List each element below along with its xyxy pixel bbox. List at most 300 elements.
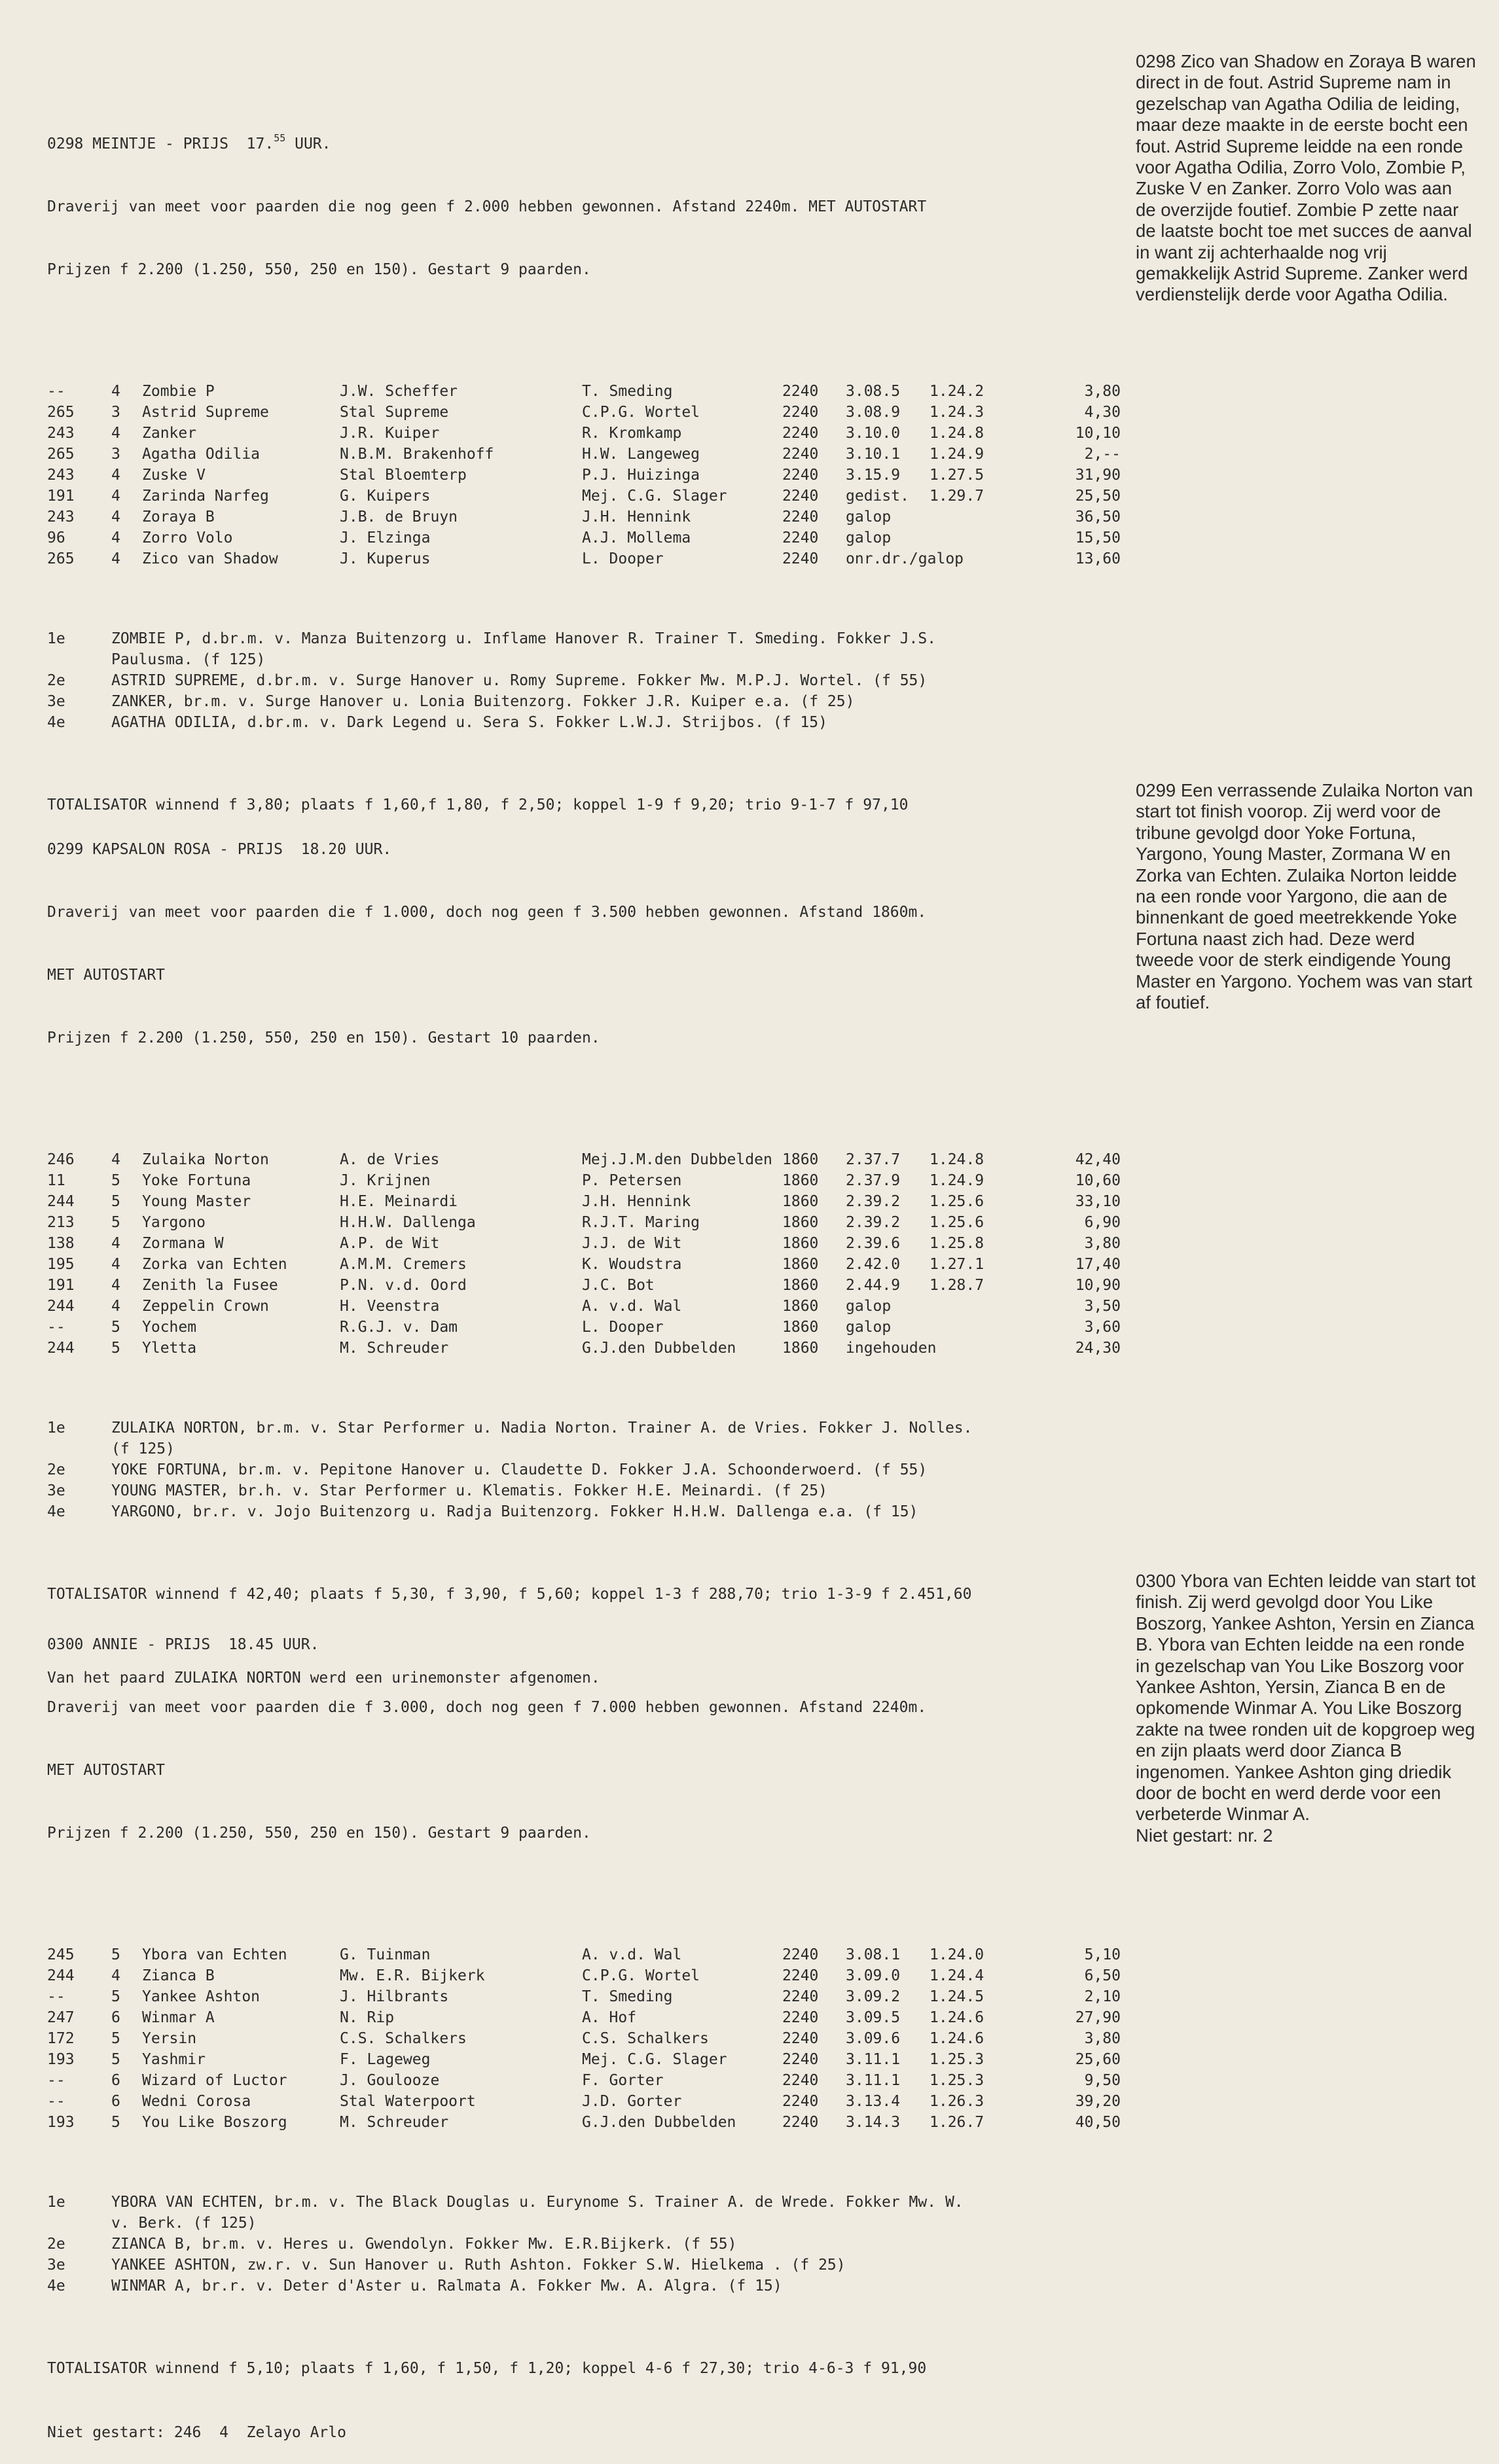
result-entry: [47, 691, 1121, 712]
race-0300: [47, 1550, 1121, 2464]
distance: 1860: [782, 1172, 819, 1189]
owner-name: J. Krijnen: [340, 1172, 431, 1189]
starter-age: 3: [111, 404, 120, 421]
horse-name: Yankee Ashton: [142, 1988, 261, 2005]
km-time: 1.24.0: [930, 1946, 984, 1963]
owner-name: H. Veenstra: [340, 1298, 440, 1315]
table-row: [47, 1317, 1121, 1338]
starter-number: 265: [47, 446, 75, 463]
km-time: 1.24.6: [930, 2009, 984, 2026]
odds: 27,90: [1075, 2009, 1121, 2026]
rider-name: A. v.d. Wal: [582, 1298, 682, 1315]
rider-name: J.J. de Wit: [582, 1235, 682, 1252]
odds: 10,10: [1075, 425, 1121, 442]
owner-name: Mw. E.R. Bijkerk: [340, 1967, 485, 1984]
rider-name: H.W. Langeweg: [582, 446, 700, 463]
table-row: [47, 465, 1121, 486]
result-entry: [47, 2234, 1121, 2255]
starter-number: 246: [47, 1151, 75, 1168]
distance: 2240: [782, 2051, 819, 2068]
odds: 2,--: [1084, 446, 1121, 463]
result-entry: [47, 2276, 1121, 2296]
starter-age: 5: [111, 1319, 120, 1336]
finish-time: ingehouden: [846, 1340, 937, 1357]
table-row: [47, 1986, 1121, 2007]
distance: 2240: [782, 383, 819, 400]
owner-name: J.W. Scheffer: [340, 383, 458, 400]
totalisator: TOTALISATOR winnend f 3,80; plaats f 1,60,f 1,80, f 2,50; koppel 1-9 f 9,20; trio 9-1-7 f 97,10: [47, 796, 909, 813]
odds: 3,80: [1084, 1235, 1121, 1252]
race-header: [47, 797, 1121, 1090]
finish-time: 3.09.0: [846, 1967, 901, 1984]
race-title: 0298 MEINTJE - PRIJS 17.55 UUR.: [47, 132, 331, 152]
table-row: [47, 2007, 1121, 2028]
starter-number: 11: [47, 1172, 65, 1189]
result-entry: [47, 2192, 1121, 2234]
starter-number: --: [47, 1319, 65, 1336]
rider-name: G.J.den Dubbelden: [582, 2114, 736, 2131]
race-conditions: Draverij van meet voor paarden die f 3.000, doch nog geen f 7.000 hebben gewonnen. Afstand 2240m.: [47, 1699, 927, 1716]
result-description: ZULAIKA NORTON, br.m. v. Star Performer u. Nadia Norton. Trainer A. de Vries. Fokker J. Nolles. (f 125): [111, 1419, 973, 1457]
race-header: [47, 92, 1121, 322]
starter-age: 5: [111, 1193, 120, 1210]
rider-name: A. Hof: [582, 2009, 637, 2026]
result-entry: [47, 1501, 1121, 1522]
finish-time: 3.08.9: [846, 404, 901, 421]
results-list: [47, 2192, 1121, 2296]
rider-name: P.J. Huizinga: [582, 467, 700, 484]
distance: 2240: [782, 2030, 819, 2047]
result-entry: [47, 1480, 1121, 1501]
horse-name: Wizard of Luctor: [142, 2072, 287, 2089]
distance: 1860: [782, 1277, 819, 1294]
result-position: 3e: [47, 2257, 65, 2274]
starter-age: 4: [111, 529, 120, 546]
table-row: [47, 486, 1121, 507]
table-row: [47, 1170, 1121, 1191]
starter-age: 4: [111, 1277, 120, 1294]
distance: 2240: [782, 488, 819, 505]
horse-name: Zenith la Fusee: [142, 1277, 278, 1294]
finish-time: galop: [846, 1319, 892, 1336]
distance: 1860: [782, 1235, 819, 1252]
distance: 2240: [782, 446, 819, 463]
starter-age: 6: [111, 2009, 120, 2026]
horse-name: Zorro Volo: [142, 529, 233, 546]
race-title: 0300 ANNIE - PRIJS 18.45 UUR.: [47, 1636, 319, 1653]
result-position: 1e: [47, 1419, 65, 1437]
rider-name: C.S. Schalkers: [582, 2030, 709, 2047]
km-time: 1.28.7: [930, 1277, 984, 1294]
starter-age: 5: [111, 2051, 120, 2068]
starter-age: 4: [111, 550, 120, 567]
table-row: [47, 2028, 1121, 2049]
starter-age: 5: [111, 1988, 120, 2005]
table-row: [47, 1275, 1121, 1296]
km-time: 1.24.8: [930, 425, 984, 442]
odds: 13,60: [1075, 550, 1121, 567]
finish-time: galop: [846, 529, 892, 546]
starter-age: 5: [111, 2030, 120, 2047]
finish-time: 3.11.1: [846, 2072, 901, 2089]
starter-number: 265: [47, 404, 75, 421]
starters-table: [47, 1149, 1121, 1359]
km-time: 1.25.6: [930, 1193, 984, 1210]
finish-time: gedist.: [846, 488, 909, 505]
race-conditions: Draverij van meet voor paarden die nog geen f 2.000 hebben gewonnen. Afstand 2240m. MET AUTOSTART: [47, 198, 927, 215]
race-conditions: Draverij van meet voor paarden die f 1.000, doch nog geen f 3.500 hebben gewonnen. Afstand 1860m.: [47, 904, 927, 921]
rider-name: A. v.d. Wal: [582, 1946, 682, 1963]
result-description: ZIANCA B, br.m. v. Heres u. Gwendolyn. Fokker Mw. E.R.Bijkerk. (f 55): [111, 2236, 737, 2253]
owner-name: J. Hilbrants: [340, 1988, 449, 2005]
result-description: ZOMBIE P, d.br.m. v. Manza Buitenzorg u. Inflame Hanover R. Trainer T. Smeding. Fokker J.S. Paulusma. (f 125): [111, 630, 937, 668]
owner-name: R.G.J. v. Dam: [340, 1319, 458, 1336]
starter-number: 191: [47, 1277, 75, 1294]
horse-name: Zeppelin Crown: [142, 1298, 269, 1315]
starter-number: --: [47, 2093, 65, 2110]
finish-time: 3.11.1: [846, 2051, 901, 2068]
starter-age: 4: [111, 467, 120, 484]
owner-name: Stal Supreme: [340, 404, 449, 421]
owner-name: J.B. de Bruyn: [340, 509, 458, 526]
horse-name: Winmar A: [142, 2009, 215, 2026]
result-description: WINMAR A, br.r. v. Deter d'Aster u. Ralmata A. Fokker Mw. A. Algra. (f 15): [111, 2277, 782, 2294]
odds: 5,10: [1084, 1946, 1121, 1963]
table-row: [47, 1191, 1121, 1212]
table-row: [47, 1338, 1121, 1359]
km-time: 1.24.6: [930, 2030, 984, 2047]
rider-name: Mej. C.G. Slager: [582, 488, 727, 505]
starter-age: 3: [111, 446, 120, 463]
km-time: 1.24.8: [930, 1151, 984, 1168]
distance: 1860: [782, 1340, 819, 1357]
finish-time: 3.09.6: [846, 2030, 901, 2047]
finish-time: 2.44.9: [846, 1277, 901, 1294]
distance: 2240: [782, 550, 819, 567]
rider-name: R. Kromkamp: [582, 425, 682, 442]
odds: 42,40: [1075, 1151, 1121, 1168]
odds: 4,30: [1084, 404, 1121, 421]
km-time: 1.24.3: [930, 404, 984, 421]
table-row: [47, 2070, 1121, 2091]
result-position: 3e: [47, 693, 65, 710]
horse-name: Zombie P: [142, 383, 215, 400]
race-prizes: Prijzen f 2.200 (1.250, 550, 250 en 150). Gestart 10 paarden.: [47, 1029, 600, 1046]
horse-name: Wedni Corosa: [142, 2093, 251, 2110]
rider-name: C.P.G. Wortel: [582, 1967, 700, 1984]
owner-name: M. Schreuder: [340, 1340, 449, 1357]
finish-time: 2.39.2: [846, 1193, 901, 1210]
starter-number: 247: [47, 2009, 75, 2026]
table-row: [47, 2112, 1121, 2133]
result-position: 4e: [47, 2277, 65, 2294]
result-position: 4e: [47, 714, 65, 731]
starter-age: 4: [111, 425, 120, 442]
owner-name: N. Rip: [340, 2009, 395, 2026]
km-time: 1.24.2: [930, 383, 984, 400]
starter-age: 6: [111, 2072, 120, 2089]
starter-number: 243: [47, 509, 75, 526]
odds: 9,50: [1084, 2072, 1121, 2089]
finish-time: 2.37.7: [846, 1151, 901, 1168]
distance: 1860: [782, 1214, 819, 1231]
km-time: 1.25.3: [930, 2051, 984, 2068]
starter-age: 5: [111, 1214, 120, 1231]
distance: 1860: [782, 1256, 819, 1273]
starter-number: 193: [47, 2114, 75, 2131]
odds: 40,50: [1075, 2114, 1121, 2131]
table-row: [47, 1212, 1121, 1233]
rider-name: J.C. Bot: [582, 1277, 655, 1294]
table-row: [47, 423, 1121, 444]
result-position: 1e: [47, 2194, 65, 2211]
horse-name: Zico van Shadow: [142, 550, 278, 567]
owner-name: A.P. de Wit: [340, 1235, 440, 1252]
km-time: 1.25.6: [930, 1214, 984, 1231]
result-description: YBORA VAN ECHTEN, br.m. v. The Black Douglas u. Eurynome S. Trainer A. de Wrede. Fokker Mw. W. v. Berk. (f 125): [111, 2194, 964, 2232]
km-time: 1.24.9: [930, 1172, 984, 1189]
horse-name: Zianca B: [142, 1967, 215, 1984]
finish-time: 2.42.0: [846, 1256, 901, 1273]
finish-time: 3.10.1: [846, 446, 901, 463]
odds: 3,80: [1084, 383, 1121, 400]
distance: 2240: [782, 529, 819, 546]
horse-name: Zorka van Echten: [142, 1256, 287, 1273]
odds: 3,50: [1084, 1298, 1121, 1315]
odds: 10,90: [1075, 1277, 1121, 1294]
starter-number: 138: [47, 1235, 75, 1252]
rider-name: Mej.J.M.den Dubbelden: [582, 1151, 772, 1168]
result-entry: [47, 628, 1121, 670]
rider-name: L. Dooper: [582, 1319, 664, 1336]
distance: 2240: [782, 2009, 819, 2026]
odds: 36,50: [1075, 509, 1121, 526]
rider-name: C.P.G. Wortel: [582, 404, 700, 421]
race-commentary: 0299 Een verrassende Zulaika Norton van start tot finish voorop. Zij werd voor de tribune gevolgd door Yoke Fortuna, Yargono, Young Master, Zormana W en Zorka van Echten. Zulaika Norton leidde na een ronde voor Yargono, die aan de binnenkant de goed meetrekkende Yoke Fortuna naast zich had. Deze werd tweede voor de sterk eindigende Young Master en Yargono. Yochem was van start af foutief.: [1136, 780, 1473, 1013]
owner-name: A.M.M. Cremers: [340, 1256, 467, 1273]
horse-name: Yargono: [142, 1214, 206, 1231]
finish-time: galop: [846, 509, 892, 526]
owner-name: H.E. Meinardi: [340, 1193, 458, 1210]
results-list: [47, 1418, 1121, 1522]
result-position: 3e: [47, 1482, 65, 1499]
rider-name: F. Gorter: [582, 2072, 664, 2089]
starter-number: 265: [47, 550, 75, 567]
owner-name: N.B.M. Brakenhoff: [340, 446, 494, 463]
distance: 2240: [782, 425, 819, 442]
result-entry: [47, 712, 1121, 733]
race-autostart: MET AUTOSTART: [47, 967, 166, 984]
starter-number: 195: [47, 1256, 75, 1273]
result-entry: [47, 1418, 1121, 1459]
km-time: 1.26.7: [930, 2114, 984, 2131]
distance: 2240: [782, 1967, 819, 1984]
horse-name: Yoke Fortuna: [142, 1172, 251, 1189]
finish-time: 2.39.2: [846, 1214, 901, 1231]
result-position: 2e: [47, 672, 65, 689]
result-position: 2e: [47, 1461, 65, 1478]
rider-name: T. Smeding: [582, 1988, 673, 2005]
distance: 2240: [782, 2072, 819, 2089]
starter-age: 4: [111, 1967, 120, 1984]
horse-name: Yersin: [142, 2030, 197, 2047]
starters-table: [47, 381, 1121, 569]
km-time: 1.24.5: [930, 1988, 984, 2005]
urine-sample-note: Van het paard ZULAIKA NORTON werd een urinemonster afgenomen.: [47, 1669, 600, 1687]
table-row: [47, 402, 1121, 423]
starter-number: --: [47, 383, 65, 400]
rider-name: P. Petersen: [582, 1172, 682, 1189]
odds: 15,50: [1075, 529, 1121, 546]
owner-name: C.S. Schalkers: [340, 2030, 467, 2047]
finish-time: 3.09.2: [846, 1988, 901, 2005]
finish-time: 2.37.9: [846, 1172, 901, 1189]
finish-time: 3.08.1: [846, 1946, 901, 1963]
totalisator: TOTALISATOR winnend f 42,40; plaats f 5,30, f 3,90, f 5,60; koppel 1-3 f 288,70; trio 1-3-9 f 2.451,60: [47, 1586, 972, 1603]
distance: 2240: [782, 1988, 819, 2005]
horse-name: Agatha Odilia: [142, 446, 261, 463]
starter-number: 96: [47, 529, 65, 546]
result-position: 1e: [47, 630, 65, 647]
starter-age: 6: [111, 2093, 120, 2110]
distance: 2240: [782, 404, 819, 421]
race-header: [47, 1592, 1121, 1885]
owner-name: A. de Vries: [340, 1151, 440, 1168]
distance: 1860: [782, 1151, 819, 1168]
result-position: 2e: [47, 2236, 65, 2253]
rider-name: L. Dooper: [582, 550, 664, 567]
result-position: 4e: [47, 1503, 65, 1520]
starter-age: 4: [111, 509, 120, 526]
table-row: [47, 1149, 1121, 1170]
race-prizes: Prijzen f 2.200 (1.250, 550, 250 en 150). Gestart 9 paarden.: [47, 1825, 591, 1842]
km-time: 1.27.1: [930, 1256, 984, 1273]
table-row: [47, 527, 1121, 548]
starter-number: 172: [47, 2030, 75, 2047]
horse-name: Zoraya B: [142, 509, 215, 526]
starter-number: 244: [47, 1967, 75, 1984]
race-prizes: Prijzen f 2.200 (1.250, 550, 250 en 150). Gestart 9 paarden.: [47, 261, 591, 278]
starters-table: [47, 1944, 1121, 2133]
owner-name: G. Tuinman: [340, 1946, 431, 1963]
rider-name: R.J.T. Maring: [582, 1214, 700, 1231]
table-row: [47, 1296, 1121, 1317]
finish-time: 3.09.5: [846, 2009, 901, 2026]
rider-name: J.D. Gorter: [582, 2093, 682, 2110]
km-time: 1.25.8: [930, 1235, 984, 1252]
owner-name: J. Elzinga: [340, 529, 431, 546]
owner-name: H.H.W. Dallenga: [340, 1214, 476, 1231]
odds: 25,50: [1075, 488, 1121, 505]
distance: 2240: [782, 2114, 819, 2131]
starter-number: 191: [47, 488, 75, 505]
odds: 10,60: [1075, 1172, 1121, 1189]
odds: 24,30: [1075, 1340, 1121, 1357]
result-description: AGATHA ODILIA, d.br.m. v. Dark Legend u. Sera S. Fokker L.W.J. Strijbos. (f 15): [111, 714, 827, 731]
km-time: 1.29.7: [930, 488, 984, 505]
race-title: 0299 KAPSALON ROSA - PRIJS 18.20 UUR.: [47, 841, 392, 858]
table-row: [47, 507, 1121, 527]
result-entry: [47, 2255, 1121, 2276]
owner-name: Stal Waterpoort: [340, 2093, 476, 2110]
not-started-note: Niet gestart: 246 4 Zelayo Arlo: [47, 2424, 346, 2441]
owner-name: G. Kuipers: [340, 488, 431, 505]
horse-name: Yashmir: [142, 2051, 206, 2068]
owner-name: F. Lageweg: [340, 2051, 431, 2068]
odds: 3,60: [1084, 1319, 1121, 1336]
rider-name: A.J. Mollema: [582, 529, 691, 546]
totalisator: TOTALISATOR winnend f 5,10; plaats f 1,60, f 1,50, f 1,20; koppel 4-6 f 27,30; trio 4-6-3 f 91,90: [47, 2360, 927, 2377]
starter-number: 244: [47, 1298, 75, 1315]
rider-name: K. Woudstra: [582, 1256, 682, 1273]
horse-name: Zarinda Narfeg: [142, 488, 269, 505]
table-row: [47, 1965, 1121, 1986]
result-description: YARGONO, br.r. v. Jojo Buitenzorg u. Radja Buitenzorg. Fokker H.H.W. Dallenga e.a. (f 15): [111, 1503, 918, 1520]
odds: 33,10: [1075, 1193, 1121, 1210]
odds: 39,20: [1075, 2093, 1121, 2110]
starter-number: 243: [47, 467, 75, 484]
horse-name: Ybora van Echten: [142, 1946, 287, 1963]
distance: 1860: [782, 1298, 819, 1315]
rider-name: J.H. Hennink: [582, 1193, 691, 1210]
odds: 6,50: [1084, 1967, 1121, 1984]
horse-name: Young Master: [142, 1193, 251, 1210]
rider-name: J.H. Hennink: [582, 509, 691, 526]
odds: 2,10: [1084, 1988, 1121, 2005]
odds: 6,90: [1084, 1214, 1121, 1231]
horse-name: Zormana W: [142, 1235, 224, 1252]
rider-name: G.J.den Dubbelden: [582, 1340, 736, 1357]
finish-time: 2.39.6: [846, 1235, 901, 1252]
finish-time: 3.13.4: [846, 2093, 901, 2110]
starter-number: 244: [47, 1340, 75, 1357]
km-time: 1.27.5: [930, 467, 984, 484]
starter-number: 244: [47, 1193, 75, 1210]
finish-time: 3.15.9: [846, 467, 901, 484]
finish-time: 3.08.5: [846, 383, 901, 400]
table-row: [47, 1233, 1121, 1254]
starter-age: 4: [111, 1235, 120, 1252]
table-row: [47, 381, 1121, 402]
horse-name: Zuske V: [142, 467, 206, 484]
finish-time: galop: [846, 1298, 892, 1315]
finish-time: onr.dr./galop: [846, 550, 964, 567]
horse-name: Yochem: [142, 1319, 197, 1336]
result-description: YOKE FORTUNA, br.m. v. Pepitone Hanover u. Claudette D. Fokker J.A. Schoonderwoerd. (f 55): [111, 1461, 928, 1478]
owner-name: J.R. Kuiper: [340, 425, 440, 442]
starter-number: 243: [47, 425, 75, 442]
race-commentary: 0298 Zico van Shadow en Zoraya B waren direct in de fout. Astrid Supreme nam in gezelschap van Agatha Odilia de leiding, maar deze maakte in de eerste bocht een fout. Astrid Supreme leidde na een ronde voor Agatha Odilia, Zorro Volo, Zombie P, Zuske V en Zanker. Zorro Volo was aan de overzijde foutief. Zombie P zette naar de laatste bocht toe met succes de aanval in want zij achterhaalde nog vrij gemakkelijk Astrid Supreme. Zanker werd verdienstelijk derde voor Agatha Odilia.: [1136, 51, 1476, 305]
distance: 2240: [782, 2093, 819, 2110]
result-description: ZANKER, br.m. v. Surge Hanover u. Lonia Buitenzorg. Fokker J.R. Kuiper e.a. (f 25): [111, 693, 855, 710]
km-time: 1.25.3: [930, 2072, 984, 2089]
result-entry: [47, 1459, 1121, 1480]
table-row: [47, 1944, 1121, 1965]
table-row: [47, 2091, 1121, 2112]
distance: 2240: [782, 509, 819, 526]
result-description: YANKEE ASHTON, zw.r. v. Sun Hanover u. Ruth Ashton. Fokker S.W. Hielkema . (f 25): [111, 2257, 846, 2274]
result-description: YOUNG MASTER, br.h. v. Star Performer u. Klematis. Fokker H.E. Meinardi. (f 25): [111, 1482, 827, 1499]
owner-name: Stal Bloemterp: [340, 467, 467, 484]
table-row: [47, 2049, 1121, 2070]
odds: 17,40: [1075, 1256, 1121, 1273]
table-row: [47, 444, 1121, 465]
results-list: [47, 628, 1121, 733]
owner-name: J. Kuperus: [340, 550, 431, 567]
odds: 3,80: [1084, 2030, 1121, 2047]
starter-age: 4: [111, 1151, 120, 1168]
result-description: ASTRID SUPREME, d.br.m. v. Surge Hanover u. Romy Supreme. Fokker Mw. M.P.J. Wortel. (f 55): [111, 672, 928, 689]
